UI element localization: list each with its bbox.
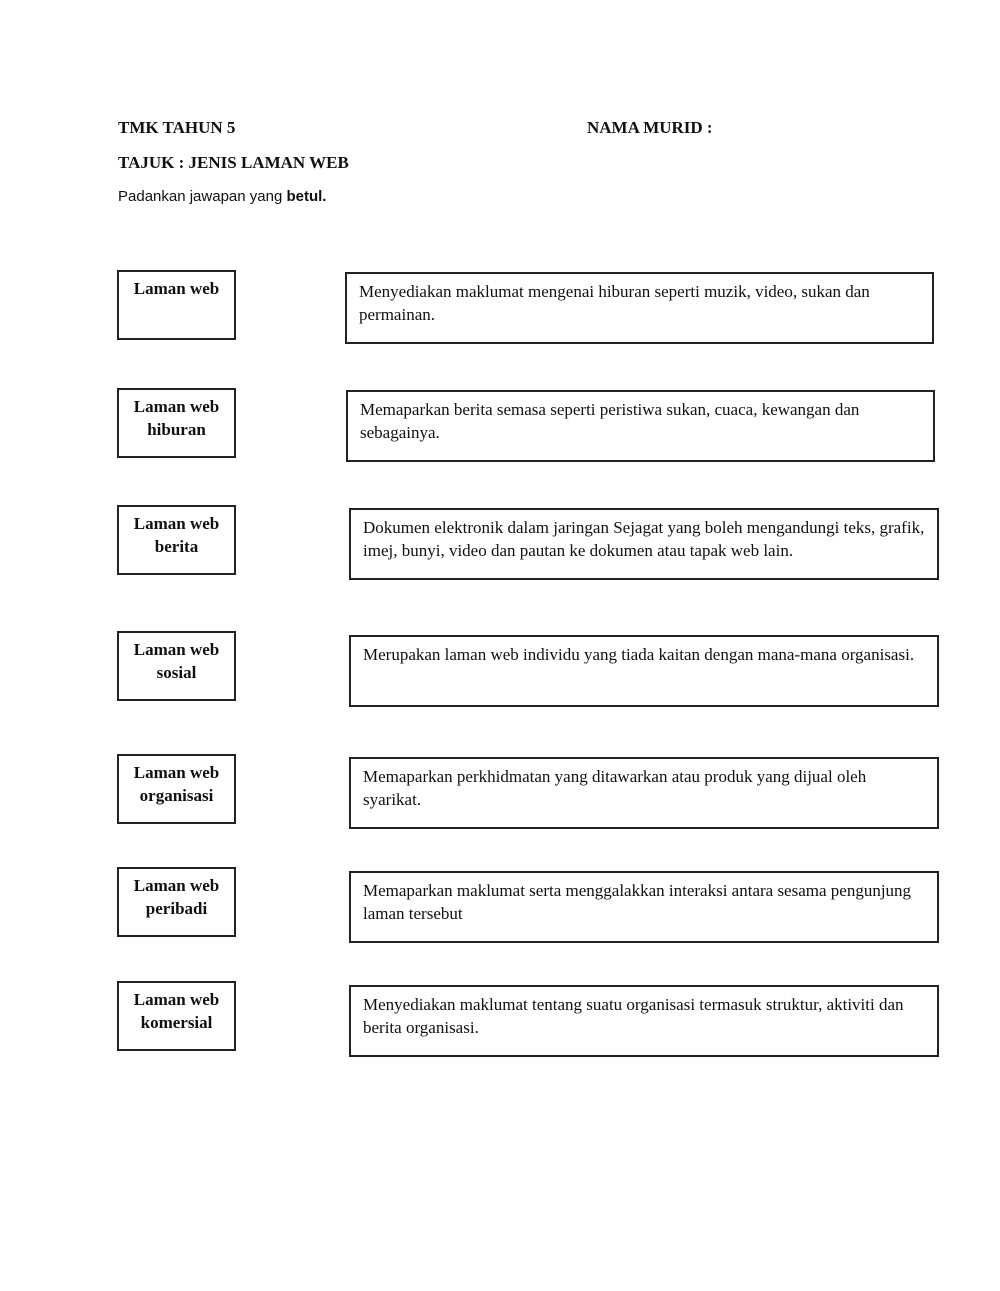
- description-box-6[interactable]: Memaparkan maklumat serta menggalakkan interaksi antara sesama pengunjung laman tersebut: [349, 871, 939, 943]
- term-label-line1: Laman web: [133, 279, 220, 298]
- description-box-1[interactable]: Menyediakan maklumat mengenai hiburan seperti muzik, video, sukan dan permainan.: [345, 272, 934, 344]
- description-box-3[interactable]: Dokumen elektronik dalam jaringan Sejagat yang boleh mengandungi teks, grafik, imej, bunyi, video dan pautan ke dokumen atau tapak web lain.: [349, 508, 939, 580]
- term-label-line2: berita: [154, 537, 199, 556]
- topic-heading: TAJUK : JENIS LAMAN WEB: [118, 153, 349, 172]
- term-label-line2: organisasi: [139, 786, 214, 805]
- term-label-line1: Laman web: [133, 876, 220, 895]
- term-label-line1: Laman web: [133, 990, 220, 1009]
- term-box-5[interactable]: [117, 754, 236, 824]
- term-label-line2: hiburan: [147, 420, 206, 439]
- term-label-line1: Laman web: [133, 640, 220, 659]
- description-box-4[interactable]: Merupakan laman web individu yang tiada kaitan dengan mana-mana organisasi.: [349, 635, 939, 707]
- term-box-7[interactable]: [117, 981, 236, 1051]
- term-label-line1: Laman web: [133, 397, 220, 416]
- term-label-line2: komersial: [140, 1013, 213, 1032]
- term-box-6[interactable]: [117, 867, 236, 937]
- term-label-line2: peribadi: [145, 899, 208, 918]
- instruction-plain: Padankan jawapan yang: [118, 188, 287, 205]
- student-name-label: NAMA MURID :: [587, 118, 713, 137]
- description-box-7[interactable]: Menyediakan maklumat tentang suatu organisasi termasuk struktur, aktiviti dan berita organisasi.: [349, 985, 939, 1057]
- term-label-line2: sosial: [156, 663, 197, 682]
- description-box-2[interactable]: Memaparkan berita semasa seperti peristiwa sukan, cuaca, kewangan dan sebagainya.: [346, 390, 935, 462]
- term-label-line1: Laman web: [133, 514, 220, 533]
- instruction-bold: betul.: [286, 188, 327, 205]
- description-box-5[interactable]: Memaparkan perkhidmatan yang ditawarkan atau produk yang dijual oleh syarikat.: [349, 757, 939, 829]
- subject-heading: TMK TAHUN 5: [118, 118, 236, 137]
- term-box-3[interactable]: [117, 505, 236, 575]
- term-label-line1: Laman web: [133, 763, 220, 782]
- instruction-text: [118, 188, 326, 205]
- term-box-2[interactable]: [117, 388, 236, 458]
- term-box-1[interactable]: [117, 270, 236, 340]
- term-box-4[interactable]: [117, 631, 236, 701]
